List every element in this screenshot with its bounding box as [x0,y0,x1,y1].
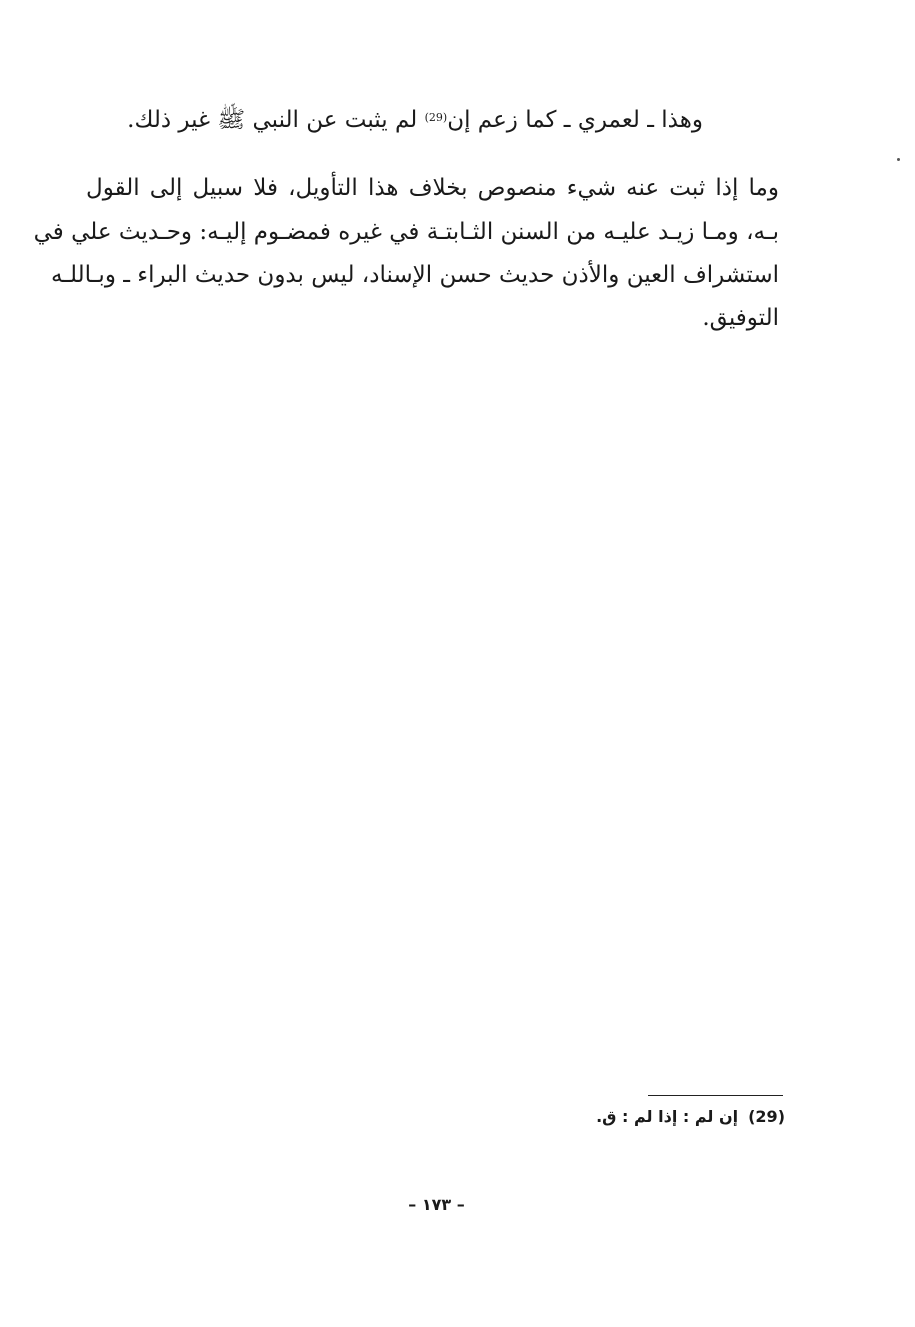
footnote-reference: (29) [424,111,448,124]
paragraph-line-3: استشراف العين والأذن حديث حسن الإسناد، ليس بدون حديث البراء ـ وبـاللـه [50,262,779,288]
opening-line-start: وهذا ـ لعمري ـ كما زعم إن [447,107,703,133]
opening-line-end: لم يثبت عن النبي ﷺ غير ذلك. [127,107,418,133]
footnote-text: إن لم : إذا لم : ق. [596,1107,739,1126]
scan-speck [897,158,900,161]
page-number: – ١٧٣ – [408,1195,465,1214]
footnote-number: (29) [748,1107,785,1126]
paragraph-line-1: وما إذا ثبت عنه شيء منصوص بخلاف هذا التأويل، فلا سبيل إلى القول [86,175,779,201]
paragraph-line-4: التوفيق. [702,305,779,331]
opening-line [127,104,703,136]
footnote-separator [648,1095,783,1096]
paragraph-line-2: بـه، ومـا زيـد عليـه من السنن الثـابتـة في غيره فمضـوم إليـه: وحـديث علي في [33,219,779,245]
footnote [596,1104,785,1130]
